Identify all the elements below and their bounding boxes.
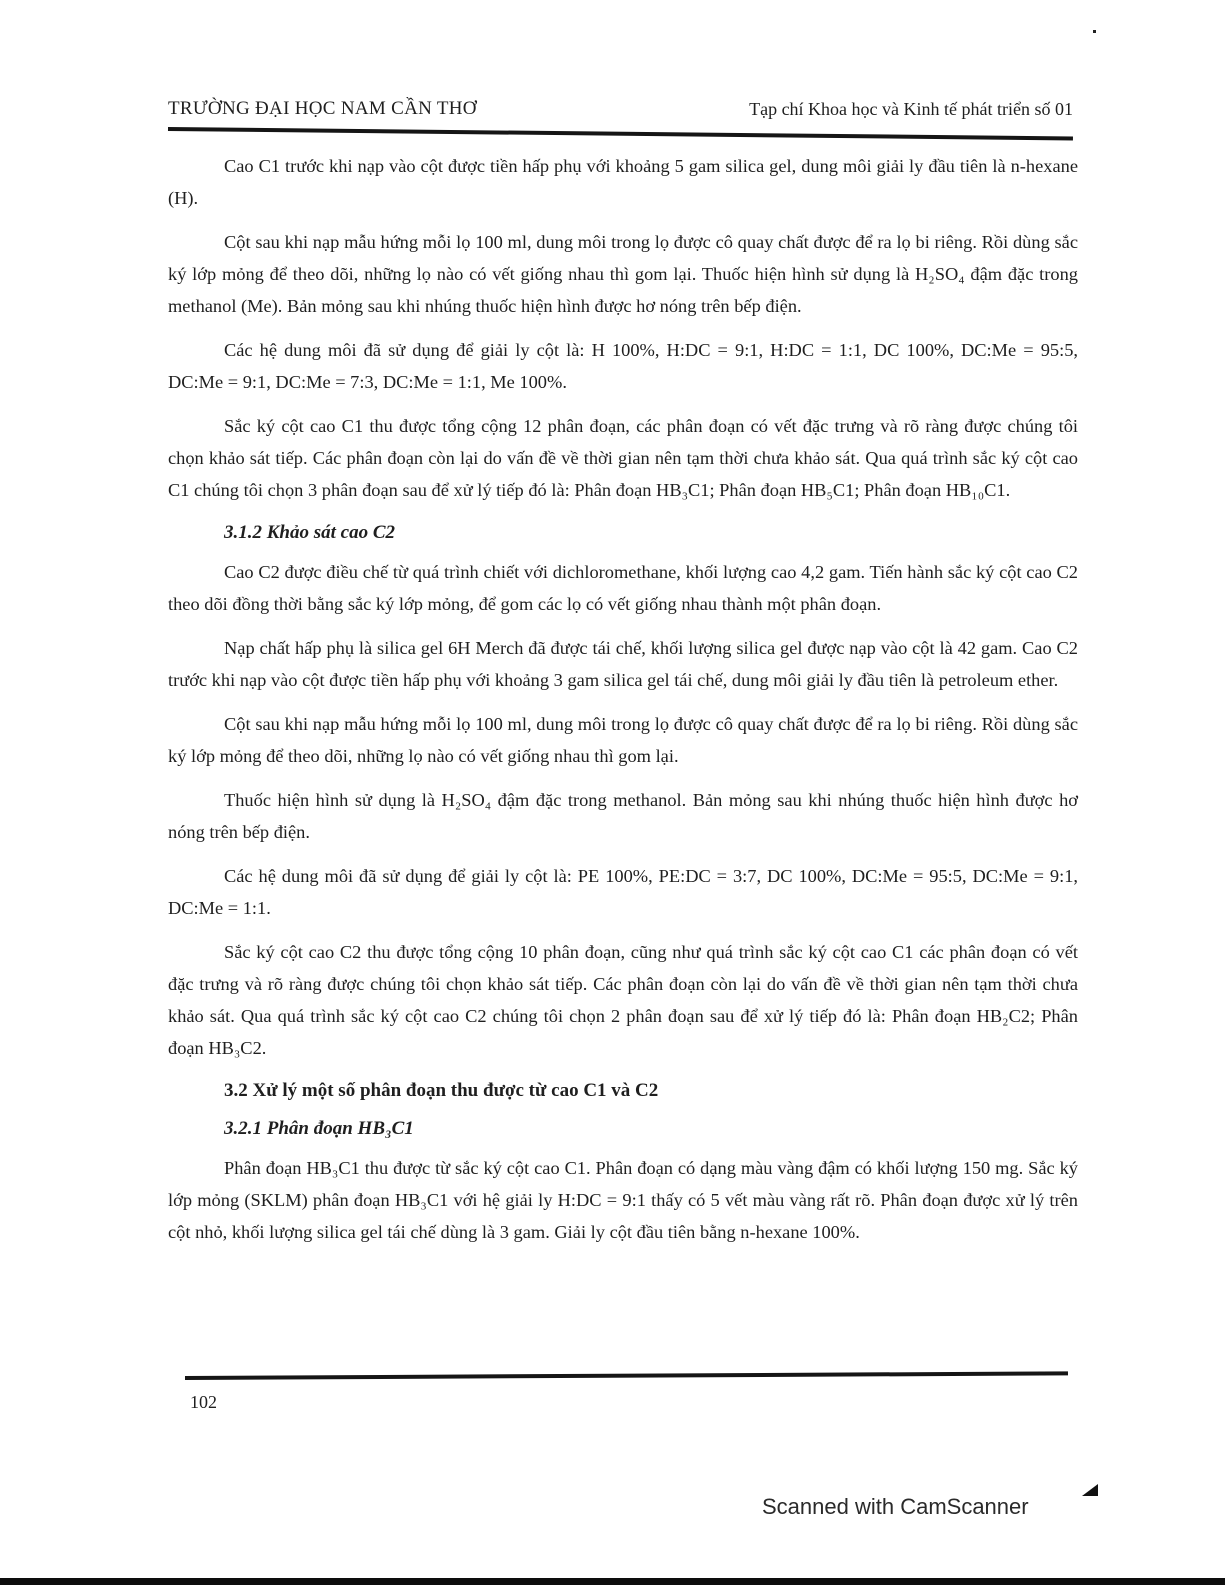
paragraph: Cao C1 trước khi nạp vào cột được tiền hấp phụ với khoảng 5 gam silica gel, dung môi giải ly đầu tiên là n-hexane (H). [168,156,1078,208]
header-journal-title: Tạp chí Khoa học và Kinh tế phát triển số 01 [749,99,1073,119]
paragraph: Các hệ dung môi đã sử dụng để giải ly cột là: H 100%, H:DC = 9:1, H:DC = 1:1, DC 100%, DC:Me = 95:5, DC:Me = 9:1, DC:Me = 7:3, DC:Me = 1:1, Me 100%. [168,340,1078,392]
paragraph: Cột sau khi nạp mẫu hứng mỗi lọ 100 ml, dung môi trong lọ được cô quay chất được để ra lọ bi riêng. Rồi dùng sắc ký lớp mỏng để theo dõi, những lọ nào có vết giống nhau thì gom lại. Thuốc hiện hình sử dụng là H₂SO₄ đậm đặc trong methanol (Me). Bản mỏng sau khi nhúng thuốc hiện hình được hơ nóng trên bếp điện. [168,232,1078,316]
scan-speck [1093,30,1096,33]
corner-mark-icon [1082,1484,1098,1496]
header-university-name: TRƯỜNG ĐẠI HỌC NAM CẦN THƠ [168,98,477,119]
scan-bottom-edge [0,1578,1225,1585]
paragraph: Phân đoạn HB₃C1 thu được từ sắc ký cột cao C1. Phân đoạn có dạng màu vàng đậm có khối lượng 150 mg. Sắc ký lớp mỏng (SKLM) phân đoạn HB₃C1 với hệ giải ly H:DC = 9:1 thấy có 5 vết màu vàng rất rõ. Phân đoạn được xử lý trên cột nhỏ, khối lượng silica gel tái chế dùng là 3 gam. Giải ly cột đầu tiên bằng n-hexane 100%. [168,1158,1078,1242]
article-body [168,150,1078,1260]
footer-rule [185,1371,1068,1380]
section-heading-3-2-1: 3.2.1 Phân đoạn HB₃C1 [224,1118,414,1139]
paragraph: Sắc ký cột cao C1 thu được tổng cộng 12 phân đoạn, các phân đoạn có vết đặc trưng và rõ ràng được chúng tôi chọn khảo sát tiếp. Các phân đoạn còn lại do vấn đề về thời gian nên tạm thời chưa khảo sát. Qua quá trình sắc ký cột cao C1 chúng tôi chọn 3 phân đoạn sau để xử lý tiếp đó là: Phân đoạn HB₃C1; Phân đoạn HB₅C1; Phân đoạn HB₁₀C1. [168,416,1078,500]
section-heading-3-2: 3.2 Xử lý một số phân đoạn thu được từ cao C1 và C2 [224,1080,659,1101]
paragraph: Cột sau khi nạp mẫu hứng mỗi lọ 100 ml, dung môi trong lọ được cô quay chất được để ra lọ bi riêng. Rồi dùng sắc ký lớp mỏng để theo dõi, những lọ nào có vết giống nhau thì gom lại. [168,714,1078,766]
running-header [168,92,1073,124]
paragraph: Sắc ký cột cao C2 thu được tổng cộng 10 phân đoạn, cũng như quá trình sắc ký cột cao C1 các phân đoạn có vết đặc trưng và rõ ràng được chúng tôi chọn khảo sát tiếp. Các phân đoạn còn lại do vấn đề về thời gian nên tạm thời chưa khảo sát. Qua quá trình sắc ký cột cao C2 chúng tôi chọn 2 phân đoạn sau để xử lý tiếp đó là: Phân đoạn HB₂C2; Phân đoạn HB₃C2. [168,942,1078,1058]
header-rule [168,127,1073,140]
paragraph: Nạp chất hấp phụ là silica gel 6H Merch đã được tái chế, khối lượng silica gel được nạp vào cột là 42 gam. Cao C2 trước khi nạp vào cột được tiền hấp phụ với khoảng 3 gam silica gel tái chế, dung môi giải ly đầu tiên là petroleum ether. [168,638,1078,690]
section-heading-3-1-2: 3.1.2 Khảo sát cao C2 [224,522,396,543]
page-number: 102 [190,1392,217,1412]
paragraph: Các hệ dung môi đã sử dụng để giải ly cột là: PE 100%, PE:DC = 3:7, DC 100%, DC:Me = 95:5, DC:Me = 9:1, DC:Me = 1:1. [168,866,1078,918]
paragraph: Thuốc hiện hình sử dụng là H₂SO₄ đậm đặc trong methanol. Bản mỏng sau khi nhúng thuốc hiện hình được hơ nóng trên bếp điện. [168,790,1078,842]
paragraph: Cao C2 được điều chế từ quá trình chiết với dichloromethane, khối lượng cao 4,2 gam. Tiến hành sắc ký cột cao C2 theo dõi đồng thời bằng sắc ký lớp mỏng, để gom các lọ có vết giống nhau thành một phân đoạn. [168,562,1078,614]
scanner-watermark: Scanned with CamScanner [762,1494,1029,1519]
